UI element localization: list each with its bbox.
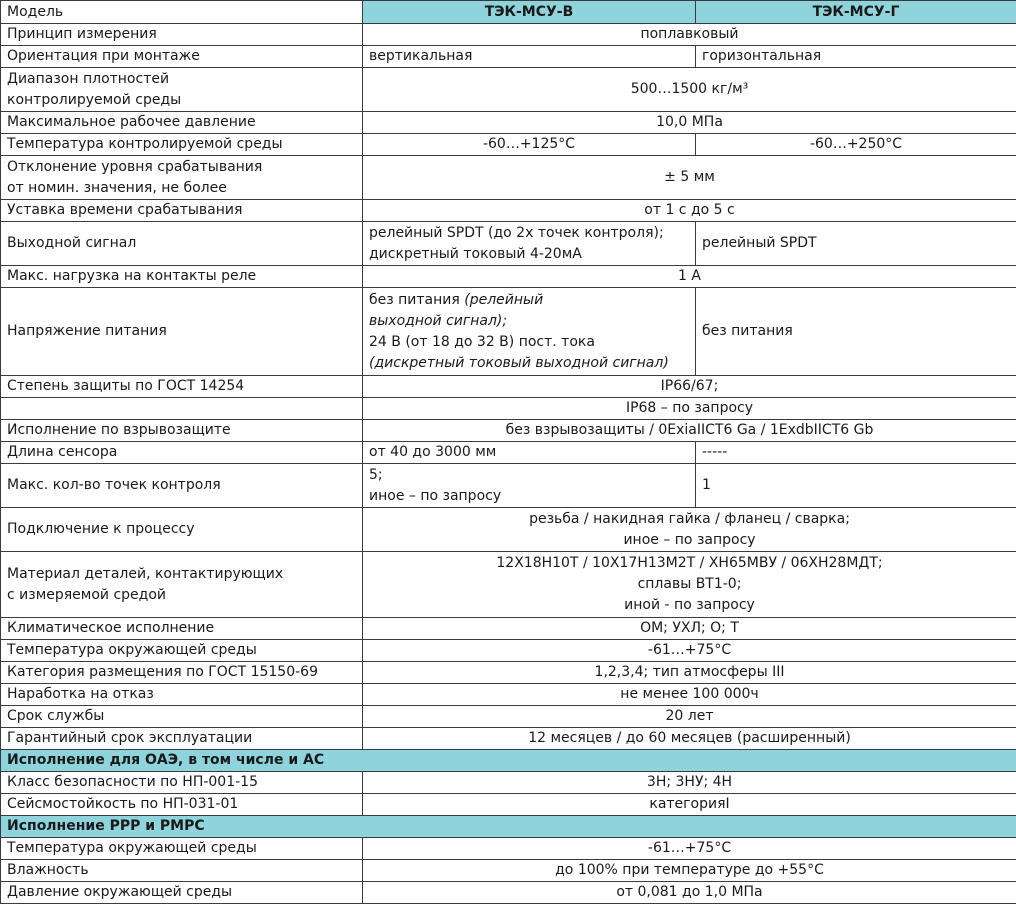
row-value: 12 месяцев / до 60 месяцев (расширенный) — [363, 728, 1016, 750]
row-value-g: без питания — [696, 288, 1016, 376]
table-row — [1, 46, 1016, 68]
row-label: Наработка на отказ — [1, 684, 363, 706]
row-value: 1,2,3,4; тип атмосферы III — [363, 662, 1016, 684]
table-row — [1, 222, 1016, 266]
row-value-v: без питания (релейный выходной сигнал); 24 В (от 18 до 32 В) пост. тока (дискретный токовый выходной сигнал) — [363, 288, 696, 376]
row-value: 12Х18Н10Т / 10Х17Н13М2Т / ХН65МВУ / 06ХН28МДТ; сплавы ВТ1-0; иной - по запросу — [363, 552, 1016, 618]
row-label: Макс. кол-во точек контроля — [1, 464, 363, 508]
table-row — [1, 398, 1016, 420]
row-value-v: вертикальная — [363, 46, 696, 68]
row-value: 10,0 МПа — [363, 112, 1016, 134]
table-row — [1, 618, 1016, 640]
table-row — [1, 640, 1016, 662]
row-label: Подключение к процессу — [1, 508, 363, 552]
row-label-empty — [1, 398, 363, 420]
table-row — [1, 24, 1016, 46]
row-label: Температура окружающей среды — [1, 838, 363, 860]
row-label: Климатическое исполнение — [1, 618, 363, 640]
row-label: Уставка времени срабатывания — [1, 200, 363, 222]
row-value: резьба / накидная гайка / фланец / сварка; иное – по запросу — [363, 508, 1016, 552]
model-label: Модель — [1, 1, 363, 24]
row-label: Температура окружающей среды — [1, 640, 363, 662]
table-row — [1, 552, 1016, 618]
table-row — [1, 684, 1016, 706]
row-label: Выходной сигнал — [1, 222, 363, 266]
section-title: Исполнение РРР и РМРС — [1, 816, 1016, 838]
model-v-header: ТЭК-МСУ-В — [363, 1, 696, 24]
row-value: -61…+75°С — [363, 838, 1016, 860]
table-row — [1, 68, 1016, 112]
model-g-header: ТЭК-МСУ-Г — [696, 1, 1016, 24]
row-label: Отклонение уровня срабатывания от номин. значения, не более — [1, 156, 363, 200]
table-row — [1, 464, 1016, 508]
table-row — [1, 420, 1016, 442]
row-value-g: релейный SPDT — [696, 222, 1016, 266]
row-value: не менее 100 000ч — [363, 684, 1016, 706]
row-label: Исполнение по взрывозащите — [1, 420, 363, 442]
row-label: Категория размещения по ГОСТ 15150-69 — [1, 662, 363, 684]
row-value: IP68 – по запросу — [363, 398, 1016, 420]
row-value-g: горизонтальная — [696, 46, 1016, 68]
table-row — [1, 134, 1016, 156]
table-row — [1, 860, 1016, 882]
row-value: -61…+75°С — [363, 640, 1016, 662]
table-row — [1, 706, 1016, 728]
row-value: без взрывозащиты / 0ExiaIICT6 Ga / 1ExdbIICT6 Gb — [363, 420, 1016, 442]
row-label: Сейсмостойкость по НП-031-01 — [1, 794, 363, 816]
row-label: Класс безопасности по НП-001-15 — [1, 772, 363, 794]
row-value: категорияI — [363, 794, 1016, 816]
row-label: Ориентация при монтаже — [1, 46, 363, 68]
row-value: ± 5 мм — [363, 156, 1016, 200]
section-header-nuclear — [1, 750, 1016, 772]
table-row — [1, 838, 1016, 860]
table-row — [1, 442, 1016, 464]
row-label: Срок службы — [1, 706, 363, 728]
table-row — [1, 662, 1016, 684]
row-label: Напряжение питания — [1, 288, 363, 376]
row-value: 3Н; 3НУ; 4Н — [363, 772, 1016, 794]
row-label: Влажность — [1, 860, 363, 882]
table-row — [1, 794, 1016, 816]
table-row — [1, 882, 1016, 904]
row-label: Гарантийный срок эксплуатации — [1, 728, 363, 750]
row-value: 20 лет — [363, 706, 1016, 728]
table-row — [1, 288, 1016, 376]
row-label: Максимальное рабочее давление — [1, 112, 363, 134]
section-header-marine — [1, 816, 1016, 838]
table-row — [1, 376, 1016, 398]
table-row — [1, 728, 1016, 750]
row-value: 500…1500 кг/м³ — [363, 68, 1016, 112]
row-value-g: ----- — [696, 442, 1016, 464]
row-label: Степень защиты по ГОСТ 14254 — [1, 376, 363, 398]
table-row — [1, 266, 1016, 288]
section-title: Исполнение для ОАЭ, в том числе и АС — [1, 750, 1016, 772]
row-value-v: релейный SPDT (до 2х точек контроля); дискретный токовый 4-20мА — [363, 222, 696, 266]
row-value-v: -60…+125°С — [363, 134, 696, 156]
table-row — [1, 112, 1016, 134]
row-label: Длина сенсора — [1, 442, 363, 464]
table-row — [1, 156, 1016, 200]
table-row — [1, 772, 1016, 794]
table-row — [1, 200, 1016, 222]
table-row — [1, 508, 1016, 552]
row-value-g: 1 — [696, 464, 1016, 508]
row-value: от 0,081 до 1,0 МПа — [363, 882, 1016, 904]
row-value-g: -60…+250°С — [696, 134, 1016, 156]
row-value: от 1 с до 5 с — [363, 200, 1016, 222]
row-label: Давление окружающей среды — [1, 882, 363, 904]
row-value: ОМ; УХЛ; О; Т — [363, 618, 1016, 640]
row-label: Макс. нагрузка на контакты реле — [1, 266, 363, 288]
row-value: IP66/67; — [363, 376, 1016, 398]
row-label: Принцип измерения — [1, 24, 363, 46]
row-label: Материал деталей, контактирующих с измеряемой средой — [1, 552, 363, 618]
table-row — [1, 1, 1016, 24]
row-value: до 100% при температуре до +55°С — [363, 860, 1016, 882]
row-value-v: от 40 до 3000 мм — [363, 442, 696, 464]
row-value-v: 5; иное – по запросу — [363, 464, 696, 508]
row-value: 1 А — [363, 266, 1016, 288]
row-value: поплавковый — [363, 24, 1016, 46]
row-label: Температура контролируемой среды — [1, 134, 363, 156]
row-label: Диапазон плотностей контролируемой среды — [1, 68, 363, 112]
